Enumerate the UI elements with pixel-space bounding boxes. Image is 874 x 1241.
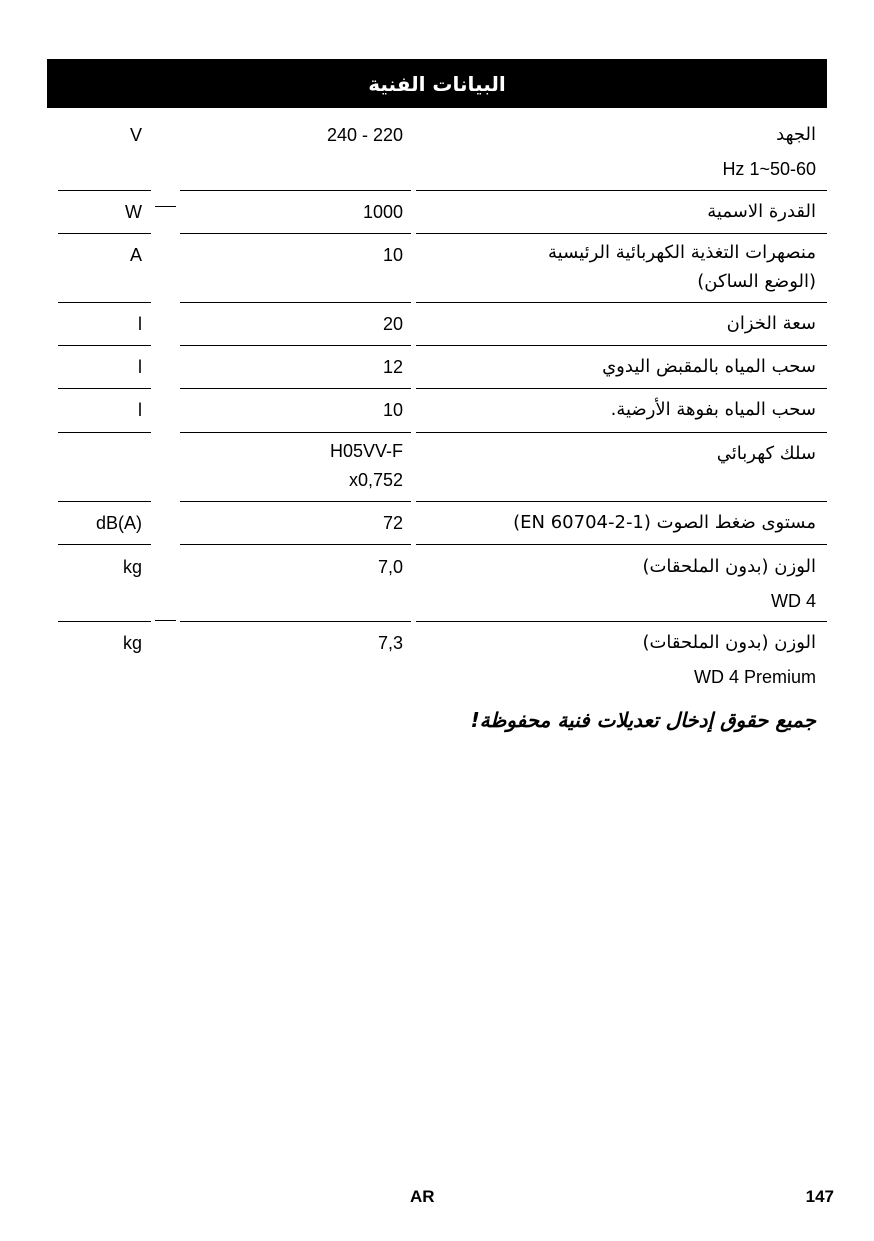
divider [155, 206, 176, 207]
row-label-line2: (الوضع الساكن) [697, 271, 816, 292]
row-label: سلك كهربائي [716, 443, 816, 464]
row-unit: l [138, 400, 142, 420]
divider [180, 621, 411, 622]
row-label: سحب المياه بفوهة الأرضية. [610, 399, 816, 420]
row-value-line2: x0,752 [348, 470, 403, 490]
row-value: 240 - 220 [326, 125, 403, 145]
divider [180, 501, 411, 502]
section-title: البيانات الفنية [368, 71, 506, 96]
row-value: 20 [382, 314, 403, 334]
language-code: AR [410, 1187, 435, 1206]
row-value: 10 [382, 400, 403, 420]
divider [180, 233, 411, 234]
row-label: سعة الخزان [726, 313, 816, 334]
divider [58, 501, 151, 502]
row-label: منصهرات التغذية الكهربائية الرئيسية (الوضع الساكن) [548, 242, 816, 292]
divider [416, 233, 827, 234]
divider [416, 501, 827, 502]
rights-note: جميع حقوق إدخال تعديلات فنية محفوظة! [470, 708, 816, 732]
divider [416, 190, 827, 191]
divider [416, 432, 827, 433]
divider [58, 302, 151, 303]
divider [416, 345, 827, 346]
page-number: 147 [805, 1187, 834, 1206]
row-label: القدرة الاسمية [707, 201, 816, 222]
divider [180, 190, 411, 191]
section-header [47, 59, 827, 108]
divider [180, 345, 411, 346]
divider [58, 432, 151, 433]
row-unit: A [129, 245, 142, 265]
divider [180, 388, 411, 389]
row-value: 1000 [362, 202, 403, 222]
row-label: مستوى ضغط الصوت (EN 60704-2-1) [513, 512, 816, 533]
divider [180, 302, 411, 303]
row-label: الوزن (بدون الملحقات) WD 4 Premium [416, 626, 816, 694]
row-value: H05VV-F x0,752 [329, 441, 403, 490]
divider [416, 388, 827, 389]
divider [416, 302, 827, 303]
divider [58, 233, 151, 234]
row-unit: dB(A) [95, 513, 142, 533]
row-value: 12 [382, 357, 403, 377]
row-unit: l [138, 357, 142, 377]
row-label: سحب المياه بالمقبض اليدوي [602, 356, 816, 377]
row-unit: l [138, 314, 142, 334]
divider [180, 544, 411, 545]
row-sub-label: Hz 1~50-60 [722, 159, 816, 179]
row-label: الوزن (بدون الملحقات) WD 4 [416, 550, 816, 618]
divider [180, 432, 411, 433]
row-label: الجهد Hz 1~50-60 [416, 118, 816, 186]
row-unit: V [129, 125, 142, 145]
row-value: 72 [382, 513, 403, 533]
divider [58, 388, 151, 389]
divider [58, 544, 151, 545]
divider [58, 621, 151, 622]
row-sub-label: WD 4 [771, 591, 816, 611]
divider [58, 345, 151, 346]
row-unit: kg [122, 633, 142, 653]
row-unit: W [125, 202, 142, 222]
divider [58, 190, 151, 191]
row-value: 10 [382, 245, 403, 265]
row-sub-label: WD 4 Premium [693, 667, 816, 687]
divider [155, 620, 176, 621]
row-value: 7,0 [377, 557, 403, 577]
divider [416, 544, 827, 545]
row-value: 7,3 [377, 633, 403, 653]
row-unit: kg [122, 557, 142, 577]
divider [416, 621, 827, 622]
